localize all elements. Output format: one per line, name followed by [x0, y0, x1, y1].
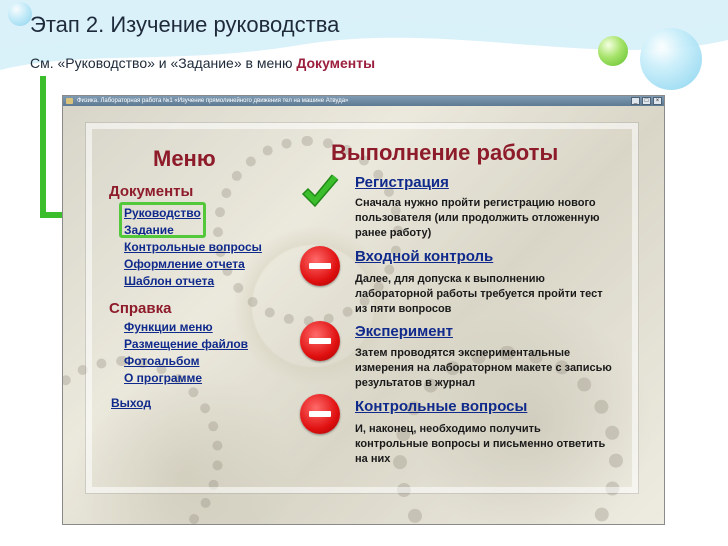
app-window: [62, 95, 665, 525]
menu-link-menu-functions[interactable]: Функции меню: [124, 320, 213, 334]
menu-link-assignment[interactable]: Задание: [124, 223, 174, 237]
step-link-entry-test[interactable]: Входной контроль: [355, 248, 494, 265]
slide-title: Этап 2. Изучение руководства: [30, 12, 340, 37]
menu-link-about[interactable]: О программе: [124, 371, 203, 385]
slide-subtitle: [30, 55, 375, 71]
step-description: Сначала нужно пройти регистрацию нового пользователя (или продолжить отложенную ранее работу): [355, 197, 600, 239]
step-description: Далее, для допуска к выполнению лабораторной работы требуется пройти тест из пяти вопросов: [355, 273, 603, 315]
menu-link-file-locations[interactable]: Размещение файлов: [124, 337, 249, 351]
menu-link-report-template[interactable]: Шаблон отчета: [124, 274, 215, 288]
minimize-button[interactable]: _: [631, 97, 640, 105]
bubble-decoration: [598, 36, 628, 66]
documents-section-label: Документы: [109, 183, 194, 200]
subtitle-text: См. «Руководство» и «Задание» в меню: [30, 55, 297, 71]
step-link-control-questions[interactable]: Контрольные вопросы: [355, 398, 528, 415]
maximize-button[interactable]: □: [642, 97, 651, 105]
menu-heading: Меню: [153, 146, 216, 171]
step-link-registration[interactable]: Регистрация: [355, 174, 449, 191]
minus-circle-icon: [300, 246, 340, 286]
menu-link-photo-album[interactable]: Фотоальбом: [124, 354, 200, 368]
window-title: Физика. Лабораторная работа №1 «Изучение прямолинейного движения тел на машине Атвуда»: [77, 98, 349, 104]
help-section-label: Справка: [109, 300, 172, 317]
menu-link-report-format[interactable]: Оформление отчета: [124, 257, 245, 271]
step-description: И, наконец, необходимо получить контрольные вопросы и письменно ответить на них: [355, 423, 606, 465]
minus-circle-icon: [300, 321, 340, 361]
highlight-box: [119, 202, 206, 238]
menu-link-exit[interactable]: Выход: [111, 396, 152, 410]
bubble-decoration: [8, 2, 32, 26]
checkmark-icon: [299, 172, 343, 212]
subtitle-highlight: Документы: [296, 55, 376, 71]
step-link-experiment[interactable]: Эксперимент: [355, 323, 453, 340]
callout-arrow: [40, 76, 46, 218]
menu-link-control-questions[interactable]: Контрольные вопросы: [124, 240, 262, 254]
step-description: Затем проводятся экспериментальные измерения на лабораторном макете с записью результатов в журнал: [355, 347, 612, 389]
minus-circle-icon: [300, 394, 340, 434]
close-button[interactable]: ×: [653, 97, 662, 105]
bubble-decoration: [640, 28, 702, 90]
window-controls: [631, 97, 662, 105]
work-heading: Выполнение работы: [331, 140, 559, 165]
menu-link-manual[interactable]: Руководство: [124, 206, 201, 220]
app-icon: [66, 98, 73, 104]
window-titlebar[interactable]: [63, 96, 664, 106]
